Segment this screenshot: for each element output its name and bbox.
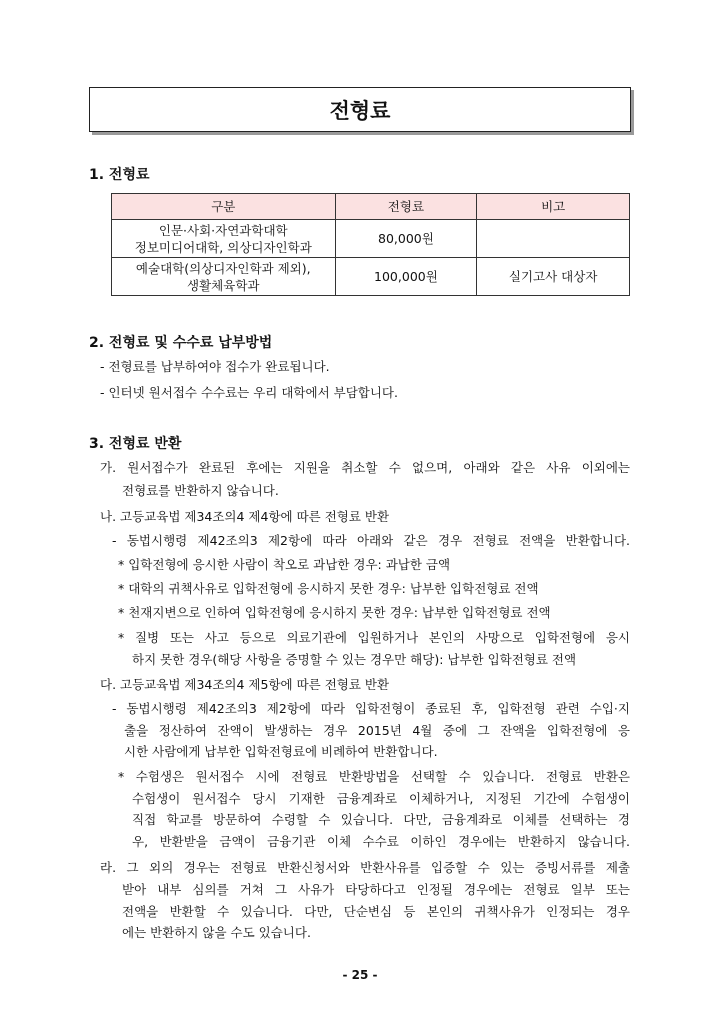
item-da-sub: 시한 사람에게 납부한 입학전형료에 비례하여 반환합니다.: [124, 744, 438, 759]
row-category: [112, 220, 336, 258]
item-da-sub: - 동법시행령 제42조의3 제2항에 따라 입학전형이 종료된 후, 입학전형 관련 수입·지: [112, 701, 630, 716]
item-na-sub: - 동법시행령 제42조의3 제2항에 따라 아래와 같은 경우 전형료 전액을 반환합니다.: [112, 533, 630, 548]
table-row: [112, 220, 630, 258]
section-1-heading: 1. 전형료: [89, 167, 150, 183]
item-na-bullet: * 대학의 귀책사유로 입학전형에 응시하지 못한 경우: 납부한 입학전형료 전액: [118, 581, 539, 596]
table-row: [112, 258, 630, 296]
item-da-sub: 출을 정산하여 잔액이 발생하는 경우 2015년 4월 중에 그 잔액을 입학전형에 응: [124, 723, 630, 738]
page-number: - 25 -: [342, 968, 378, 982]
section-2-line: - 인터넷 원서접수 수수료는 우리 대학에서 부담합니다.: [100, 385, 398, 400]
category-line: 생활체육학과: [187, 277, 260, 293]
category-line: 예술대학(의상디자인학과 제외),: [135, 260, 311, 276]
row-fee: 80,000원: [335, 220, 477, 258]
item-na-bullet: * 질병 또는 사고 등으로 의료기관에 입원하거나 본인의 사망으로 입학전형에 응시: [118, 630, 630, 645]
item-ra: 전액을 반환할 수 있습니다. 다만, 단순변심 등 본인의 귀책사유가 인정되는 경우: [122, 904, 630, 919]
header-fee: 전형료: [335, 194, 477, 220]
fee-table: [111, 193, 630, 296]
item-na-bullet: * 천재지변으로 인하여 입학전형에 응시하지 못한 경우: 납부한 입학전형료 전액: [118, 605, 551, 620]
item-ga: 가. 원서접수가 완료된 후에는 지원을 취소할 수 없으며, 아래와 같은 사유 이외에는: [100, 460, 630, 475]
item-ra: 받아 내부 심의를 거쳐 그 사유가 타당하다고 인정될 경우에는 전형료 일부 또는: [122, 882, 630, 897]
section-2-heading: 2. 전형료 및 수수료 납부방법: [89, 335, 273, 351]
row-category: [112, 258, 336, 296]
item-da-note: 우, 반환받을 금액이 금융기관 이체 수수료 이하인 경우에는 반환하지 않습니다.: [132, 834, 630, 849]
item-na-bullet-cont: 하지 못한 경우(해당 사항을 증명할 수 있는 경우만 해당): 납부한 입학전형료 전액: [132, 652, 577, 667]
item-ga-cont: 전형료를 반환하지 않습니다.: [122, 483, 279, 498]
item-ra: 라. 그 외의 경우는 전형료 반환신청서와 반환사유를 입증할 수 있는 증빙서류를 제출: [100, 860, 630, 875]
item-da-note: 수험생이 원서접수 당시 기재한 금융계좌로 이체하거나, 지정된 기간에 수험생이: [132, 791, 630, 806]
item-da-note: 직접 학교를 방문하여 수령할 수 있습니다. 다만, 금융계좌로 이체를 선택하는 경: [132, 812, 630, 827]
header-category: 구분: [112, 194, 336, 220]
header-note: 비고: [477, 194, 630, 220]
section-3-heading: 3. 전형료 반환: [89, 436, 182, 452]
category-line: 인문·사회·자연과학대학: [158, 222, 288, 238]
item-na-title: 나. 고등교육법 제34조의4 제4항에 따른 전형료 반환: [100, 509, 390, 524]
item-na-bullet: * 입학전형에 응시한 사람이 착오로 과납한 경우: 과납한 금액: [118, 557, 451, 572]
item-da-note: * 수험생은 원서접수 시에 전형료 반환방법을 선택할 수 있습니다. 전형료 반환은: [118, 769, 630, 784]
fee-table-header: [112, 194, 630, 220]
row-note: 실기고사 대상자: [477, 258, 630, 296]
item-da-title: 다. 고등교육법 제34조의4 제5항에 따른 전형료 반환: [100, 677, 390, 692]
item-ra: 에는 반환하지 않을 수도 있습니다.: [122, 925, 311, 940]
row-fee: 100,000원: [335, 258, 477, 296]
page-title: 전형료: [89, 87, 631, 132]
section-2-line: - 전형료를 납부하여야 접수가 완료됩니다.: [100, 359, 330, 374]
row-note: [477, 220, 630, 258]
category-line: 정보미디어대학, 의상디자인학과: [134, 239, 312, 255]
